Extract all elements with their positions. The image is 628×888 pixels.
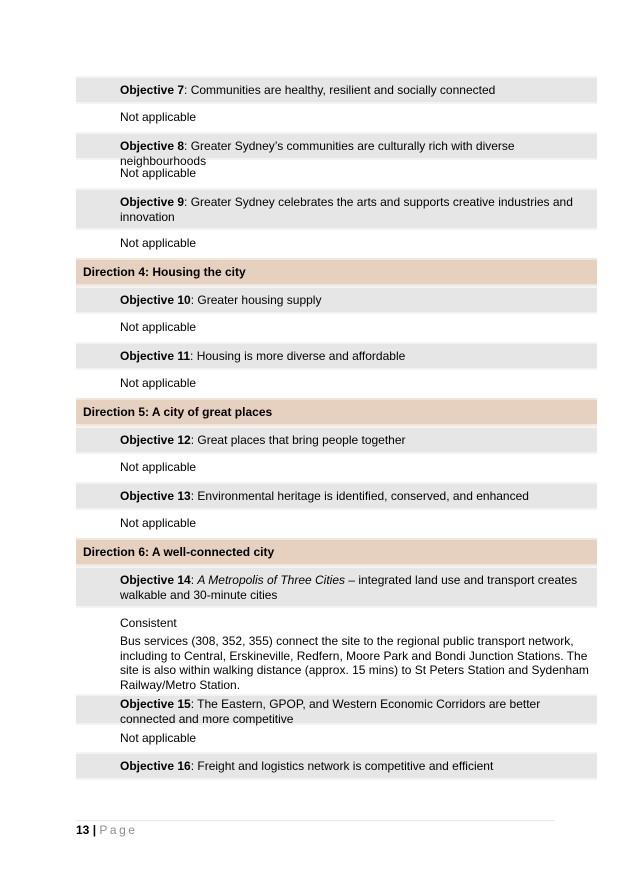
objective-9-row	[76, 188, 597, 230]
objective-italic-title: A Metropolis of Three Cities	[197, 573, 345, 587]
objective-label: Objective 11	[120, 349, 191, 363]
objective-text: : Freight and logistics network is competitive and efficient	[190, 759, 494, 773]
objective-13-row	[76, 482, 597, 510]
objective-label: Objective 12	[120, 433, 191, 447]
objective-label: Objective 10	[120, 293, 191, 307]
objective-label: Objective 15	[120, 697, 191, 711]
page-word: Page	[99, 823, 138, 837]
page-number: 13	[76, 823, 90, 837]
objective-text: : Great places that bring people together	[190, 433, 406, 447]
objective-text: : Communities are healthy, resilient and socially connected	[184, 83, 496, 97]
objective-12-assessment: Not applicable	[120, 460, 197, 474]
objective-11-row	[76, 342, 597, 370]
objective-10-assessment: Not applicable	[120, 320, 197, 334]
objective-8-assessment: Not applicable	[120, 166, 197, 180]
direction-6-heading: Direction 6: A well-connected city	[76, 538, 597, 566]
objective-text: : Environmental heritage is identified, conserved, and enhanced	[190, 489, 529, 503]
objective-label: Objective 9	[120, 195, 185, 209]
objective-14-assessment-detail: Bus services (308, 352, 355) connect the site to the regional public transport network, including to Central, Erskineville, Redfern, Moore Park and Bondi Junction Stations. The site is also within walking distance (approx. 15 mins) to St Peters Station and Sydenham Railway/Metro Station.	[120, 634, 589, 692]
objective-8-row	[76, 132, 597, 168]
objective-label: Objective 16	[120, 759, 191, 773]
planning-consistency-table	[76, 76, 597, 780]
objective-label: Objective 8	[120, 139, 185, 153]
objective-14-assessment: Consistent	[120, 616, 177, 630]
page-separator: |	[89, 823, 100, 837]
objective-11-assessment: Not applicable	[120, 376, 197, 390]
objective-text: : Greater housing supply	[190, 293, 322, 307]
objective-text: : Greater Sydney celebrates the arts and supports creative industries and innovation	[120, 195, 573, 224]
objective-label: Objective 13	[120, 489, 191, 503]
objective-text: : The Eastern, GPOP, and Western Economic Corridors are better connected and more competitive	[120, 697, 541, 726]
objective-label: Objective 7	[120, 83, 185, 97]
objective-7-assessment: Not applicable	[120, 110, 197, 124]
objective-16-row	[76, 752, 597, 780]
objective-separator: :	[190, 573, 198, 587]
direction-4-heading: Direction 4: Housing the city	[76, 258, 597, 286]
objective-12-row	[76, 426, 597, 454]
objective-text: – integrated land use and transport creates walkable and 30-minute cities	[120, 573, 578, 602]
objective-15-row	[76, 694, 597, 725]
objective-14-row	[76, 566, 597, 608]
direction-5-heading: Direction 5: A city of great places	[76, 398, 597, 426]
objective-text: : Greater Sydney’s communities are culturally rich with diverse neighbourhoods	[120, 139, 515, 168]
objective-label: Objective 14	[120, 573, 191, 587]
objective-15-assessment: Not applicable	[120, 731, 197, 745]
objective-text: : Housing is more diverse and affordable	[190, 349, 406, 363]
objective-7-row	[76, 76, 597, 104]
objective-9-assessment: Not applicable	[120, 236, 197, 250]
objective-13-assessment: Not applicable	[120, 516, 197, 530]
objective-10-row	[76, 286, 597, 314]
page-footer	[76, 820, 554, 837]
